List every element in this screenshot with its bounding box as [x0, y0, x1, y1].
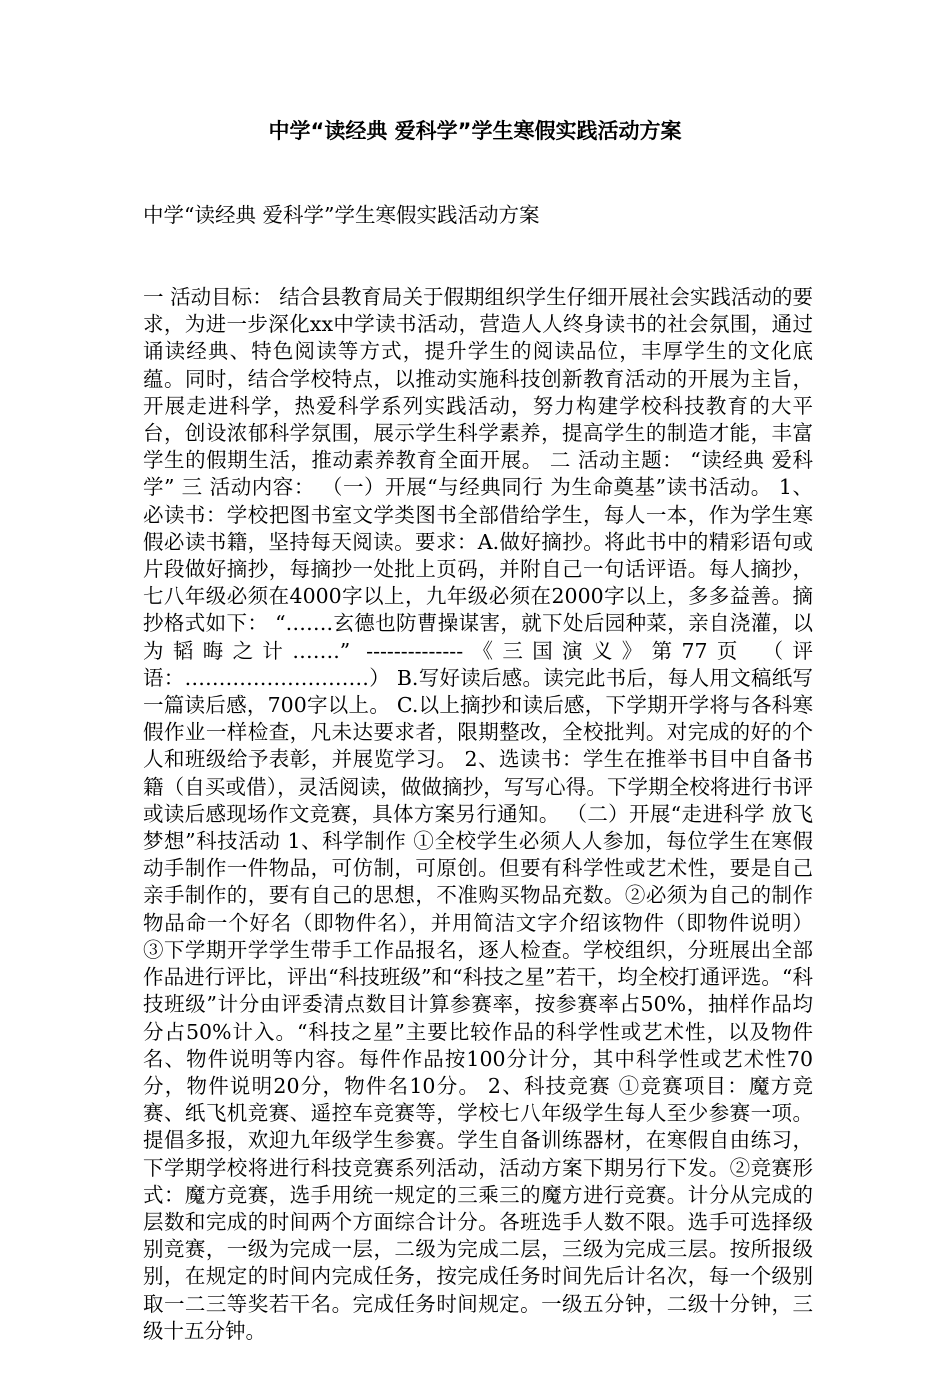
document-title: 中学“读经典 爱科学”学生寒假实践活动方案 — [268, 119, 682, 143]
document-subtitle: 中学“读经典 爱科学”学生寒假实践活动方案 — [143, 203, 540, 228]
document-body — [143, 148, 820, 1399]
document-body-text: 一 活动目标： 结合县教育局关于假期组织学生仔细开展社会实践活动的要求，为进一步深化xx中学读书活动，营造人人终身读书的社会氛围，通过诵读经典、特色阅读等方式，提升学生的阅读品位，丰厚学生的文化底蕴。同时，结合学校特点，以推动实施科技创新教育活动的开展为主旨，开展走进科学，热爱科学系列实践活动，努力构建学校科技教育的大平台，创设浓郁科学氛围，展示学生科学素养，提高学生的制造才能，丰富学生的假期生活，推动素养教育全面开展。 二 活动主题： “读经典 爱科学” 三 活动内容： （一）开展“与经典同行 为生命奠基”读书活动。 1、必读书：学校把图书室文学类图书全部借给学生，每人一本，作为学生寒假必读书籍，坚持每天阅读。要求：A.做好摘抄。将此书中的精彩语句或片段做好摘抄，每摘抄一处批上页码，并附自己一句话评语。每人摘抄，七八年级必须在4000字以上，九年级必须在2000字以上，多多益善。摘抄格式如下： “…….玄德也防曹操谋害，就下处后园种菜，亲自浇灌，以为韬晦之计…….” --------------《三国演义》第77页 （评语：………………………） B.写好读后感。读完此书后，每人用文稿纸写一篇读后感，700字以上。 C.以上摘抄和读后感，下学期开学将与各科寒假作业一样检查，凡未达要求者，限期整改，全校批判。对完成的好的个人和班级给予表彰，并展览学习。 2、选读书：学生在推举书目中自备书籍（自买或借），灵活阅读，做做摘抄，写写心得。下学期全校将进行书评或读后感现场作文竞赛，具体方案另行通知。 （二）开展“走进科学 放飞梦想”科技活动 1、科学制作 ①全校学生必须人人参加，每位学生在寒假动手制作一件物品，可仿制，可原创。但要有科学性或艺术性，要是自己亲手制作的，要有自己的思想，不准购买物品充数。②必须为自己的制作物品命一个好名（即物件名），并用简洁文字介绍该物件（即物件说明） ③下学期开学学生带手工作品报名，逐人检查。学校组织，分班展出全部作品进行评比，评出“科技班级”和“科技之星”若干，均全校打通评选。“科技班级”计分由评委清点数目计算参赛率，按参赛率占50%，抽样作品均分占50%计入。“科技之星”主要比较作品的科学性或艺术性，以及物件名、物件说明等内容。每件作品按100分计分，其中科学性或艺术性70分，物件说明20分，物件名10分。 2、科技竞赛 ①竞赛项目：魔方竞赛、纸飞机竞赛、遥控车竞赛等，学校七八年级学生每人至少参赛一项。提倡多报，欢迎九年级学生参赛。学生自备训练器材，在寒假自由练习，下学期学校将进行科技竞赛系列活动，活动方案下期另行下发。②竞赛形式：魔方竞赛，选手用统一规定的三乘三的魔方进行竞赛。计分从完成的层数和完成的时间两个方面综合计分。各班选手人数不限。选手可选择级别竞赛，一级为完成一层，二级为完成二层，三级为完成三层。按所报级别，在规定的时间内完成任务，按完成任务时间先后计名次，每一个级别取一二三等奖若干名。完成任务时间规定。一级五分钟，二级十分钟，三级十五分钟。 — [143, 285, 820, 1343]
